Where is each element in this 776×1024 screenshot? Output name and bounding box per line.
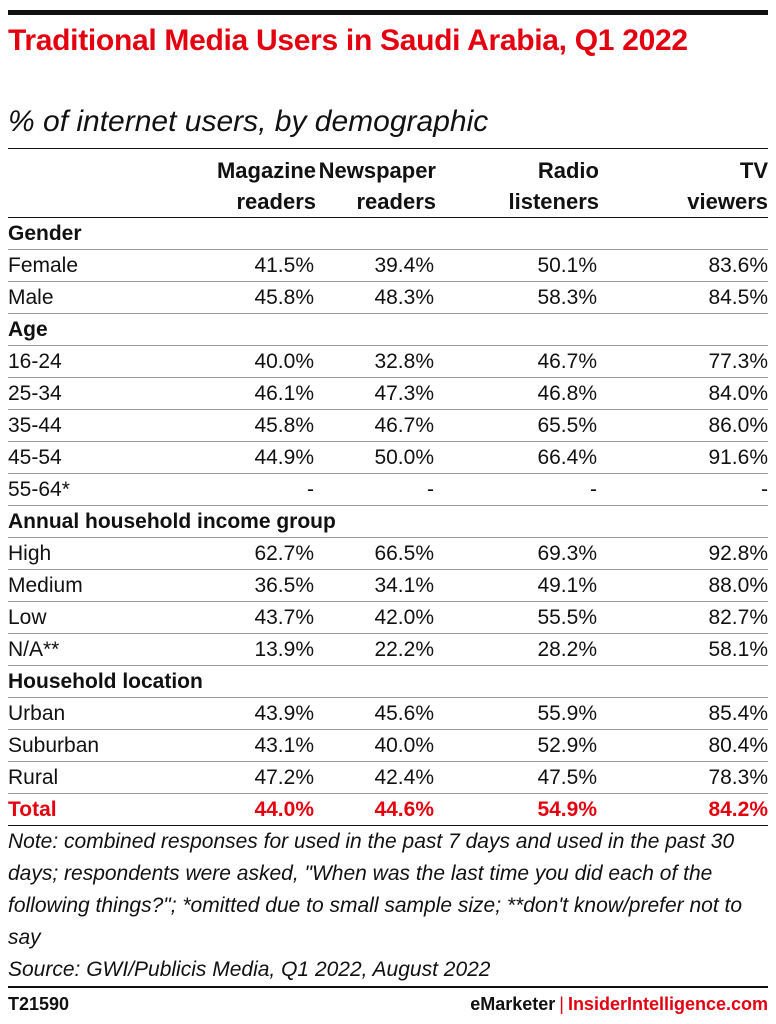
cell-value: 47.3% bbox=[316, 378, 476, 410]
cell-value: 48.3% bbox=[316, 282, 476, 314]
row-label: Suburban bbox=[8, 730, 188, 762]
brand-separator: | bbox=[559, 994, 564, 1014]
chart-note bbox=[8, 826, 768, 986]
row-label: 16-24 bbox=[8, 346, 188, 378]
cell-value: - bbox=[316, 474, 476, 506]
cell-value: 46.7% bbox=[476, 346, 636, 378]
cell-value: 47.2% bbox=[188, 762, 316, 794]
section-header-row bbox=[8, 666, 768, 698]
cell-value: 42.0% bbox=[316, 602, 476, 634]
cell-value: 49.1% bbox=[476, 570, 636, 602]
table-row bbox=[8, 602, 768, 634]
cell-value: 40.0% bbox=[316, 730, 476, 762]
table-row bbox=[8, 250, 768, 282]
row-label: 25-34 bbox=[8, 378, 188, 410]
header-row bbox=[8, 149, 768, 218]
cell-value: 50.0% bbox=[316, 442, 476, 474]
header-blank bbox=[8, 149, 188, 218]
cell-value: 32.8% bbox=[316, 346, 476, 378]
brand-logo bbox=[470, 994, 768, 1015]
cell-value: 84.5% bbox=[636, 282, 768, 314]
cell-value: 46.8% bbox=[476, 378, 636, 410]
section-label: Gender bbox=[8, 218, 768, 250]
cell-value: 39.4% bbox=[316, 250, 476, 282]
cell-value: 55.9% bbox=[476, 698, 636, 730]
cell-value: 45.8% bbox=[188, 282, 316, 314]
cell-value: 83.6% bbox=[636, 250, 768, 282]
chart-title: Traditional Media Users in Saudi Arabia, Q1 2022 bbox=[8, 24, 688, 57]
cell-value: 36.5% bbox=[188, 570, 316, 602]
table-row bbox=[8, 474, 768, 506]
brand-insider: InsiderIntelligence.com bbox=[567, 994, 768, 1014]
cell-value: 58.3% bbox=[476, 282, 636, 314]
cell-value: 69.3% bbox=[476, 538, 636, 570]
footer-rule bbox=[8, 986, 768, 988]
cell-value: 58.1% bbox=[636, 634, 768, 666]
table-row bbox=[8, 442, 768, 474]
table-row bbox=[8, 698, 768, 730]
row-label: N/A** bbox=[8, 634, 188, 666]
cell-value: 41.5% bbox=[188, 250, 316, 282]
cell-value: 43.7% bbox=[188, 602, 316, 634]
table-row bbox=[8, 570, 768, 602]
cell-value: 55.5% bbox=[476, 602, 636, 634]
cell-value: - bbox=[476, 474, 636, 506]
header-newspaper: Newspaper readers bbox=[316, 149, 476, 218]
table-row bbox=[8, 634, 768, 666]
row-label: High bbox=[8, 538, 188, 570]
cell-value: 85.4% bbox=[636, 698, 768, 730]
section-header-row bbox=[8, 218, 768, 250]
cell-value: 47.5% bbox=[476, 762, 636, 794]
cell-value: 62.7% bbox=[188, 538, 316, 570]
row-label: Medium bbox=[8, 570, 188, 602]
row-label: Urban bbox=[8, 698, 188, 730]
cell-value: 78.3% bbox=[636, 762, 768, 794]
cell-value: 84.0% bbox=[636, 378, 768, 410]
cell-value: 44.9% bbox=[188, 442, 316, 474]
note-text: Note: combined responses for used in the past 7 days and used in the past 30 days; respondents were asked, "When was the last time you did each of the following things?"; *omitted due to small sample size; **don't know/prefer not to say bbox=[8, 830, 743, 949]
section-label: Household location bbox=[8, 666, 768, 698]
section-header-row bbox=[8, 314, 768, 346]
cell-value: 65.5% bbox=[476, 410, 636, 442]
chart-subtitle: % of internet users, by demographic bbox=[8, 105, 489, 138]
cell-value: 50.1% bbox=[476, 250, 636, 282]
cell-value: 22.2% bbox=[316, 634, 476, 666]
table-row bbox=[8, 410, 768, 442]
cell-value: 45.6% bbox=[316, 698, 476, 730]
cell-value: 80.4% bbox=[636, 730, 768, 762]
cell-value: 42.4% bbox=[316, 762, 476, 794]
row-label: Female bbox=[8, 250, 188, 282]
cell-value: 46.1% bbox=[188, 378, 316, 410]
total-row bbox=[8, 794, 768, 826]
top-rule bbox=[8, 10, 768, 15]
cell-value: 46.7% bbox=[316, 410, 476, 442]
row-label: Low bbox=[8, 602, 188, 634]
cell-value: 13.9% bbox=[188, 634, 316, 666]
cell-value: 45.8% bbox=[188, 410, 316, 442]
brand-emarketer: eMarketer bbox=[470, 994, 556, 1014]
cell-value: - bbox=[188, 474, 316, 506]
cell-value: 34.1% bbox=[316, 570, 476, 602]
total-value: 44.6% bbox=[316, 794, 476, 826]
row-label: 55-64* bbox=[8, 474, 188, 506]
table-row bbox=[8, 346, 768, 378]
table-row bbox=[8, 538, 768, 570]
row-label: 45-54 bbox=[8, 442, 188, 474]
cell-value: 43.1% bbox=[188, 730, 316, 762]
cell-value: 43.9% bbox=[188, 698, 316, 730]
section-label: Annual household income group bbox=[8, 506, 768, 538]
cell-value: 66.5% bbox=[316, 538, 476, 570]
cell-value: 77.3% bbox=[636, 346, 768, 378]
data-table bbox=[8, 148, 768, 826]
table-row bbox=[8, 730, 768, 762]
cell-value: 66.4% bbox=[476, 442, 636, 474]
total-label: Total bbox=[8, 794, 188, 826]
table-row bbox=[8, 762, 768, 794]
cell-value: 91.6% bbox=[636, 442, 768, 474]
header-magazine: Magazine readers bbox=[188, 149, 316, 218]
cell-value: 28.2% bbox=[476, 634, 636, 666]
cell-value: 92.8% bbox=[636, 538, 768, 570]
section-header-row bbox=[8, 506, 768, 538]
row-label: Male bbox=[8, 282, 188, 314]
table-row bbox=[8, 282, 768, 314]
cell-value: - bbox=[636, 474, 768, 506]
section-label: Age bbox=[8, 314, 768, 346]
source-text: Source: GWI/Publicis Media, Q1 2022, August 2022 bbox=[8, 958, 491, 981]
header-tv: TV viewers bbox=[636, 149, 768, 218]
cell-value: 88.0% bbox=[636, 570, 768, 602]
row-label: 35-44 bbox=[8, 410, 188, 442]
total-value: 44.0% bbox=[188, 794, 316, 826]
chart-code: T21590 bbox=[8, 994, 70, 1014]
cell-value: 82.7% bbox=[636, 602, 768, 634]
table-row bbox=[8, 378, 768, 410]
total-value: 54.9% bbox=[476, 794, 636, 826]
header-radio: Radio listeners bbox=[476, 149, 636, 218]
total-value: 84.2% bbox=[636, 794, 768, 826]
cell-value: 52.9% bbox=[476, 730, 636, 762]
cell-value: 86.0% bbox=[636, 410, 768, 442]
cell-value: 40.0% bbox=[188, 346, 316, 378]
row-label: Rural bbox=[8, 762, 188, 794]
